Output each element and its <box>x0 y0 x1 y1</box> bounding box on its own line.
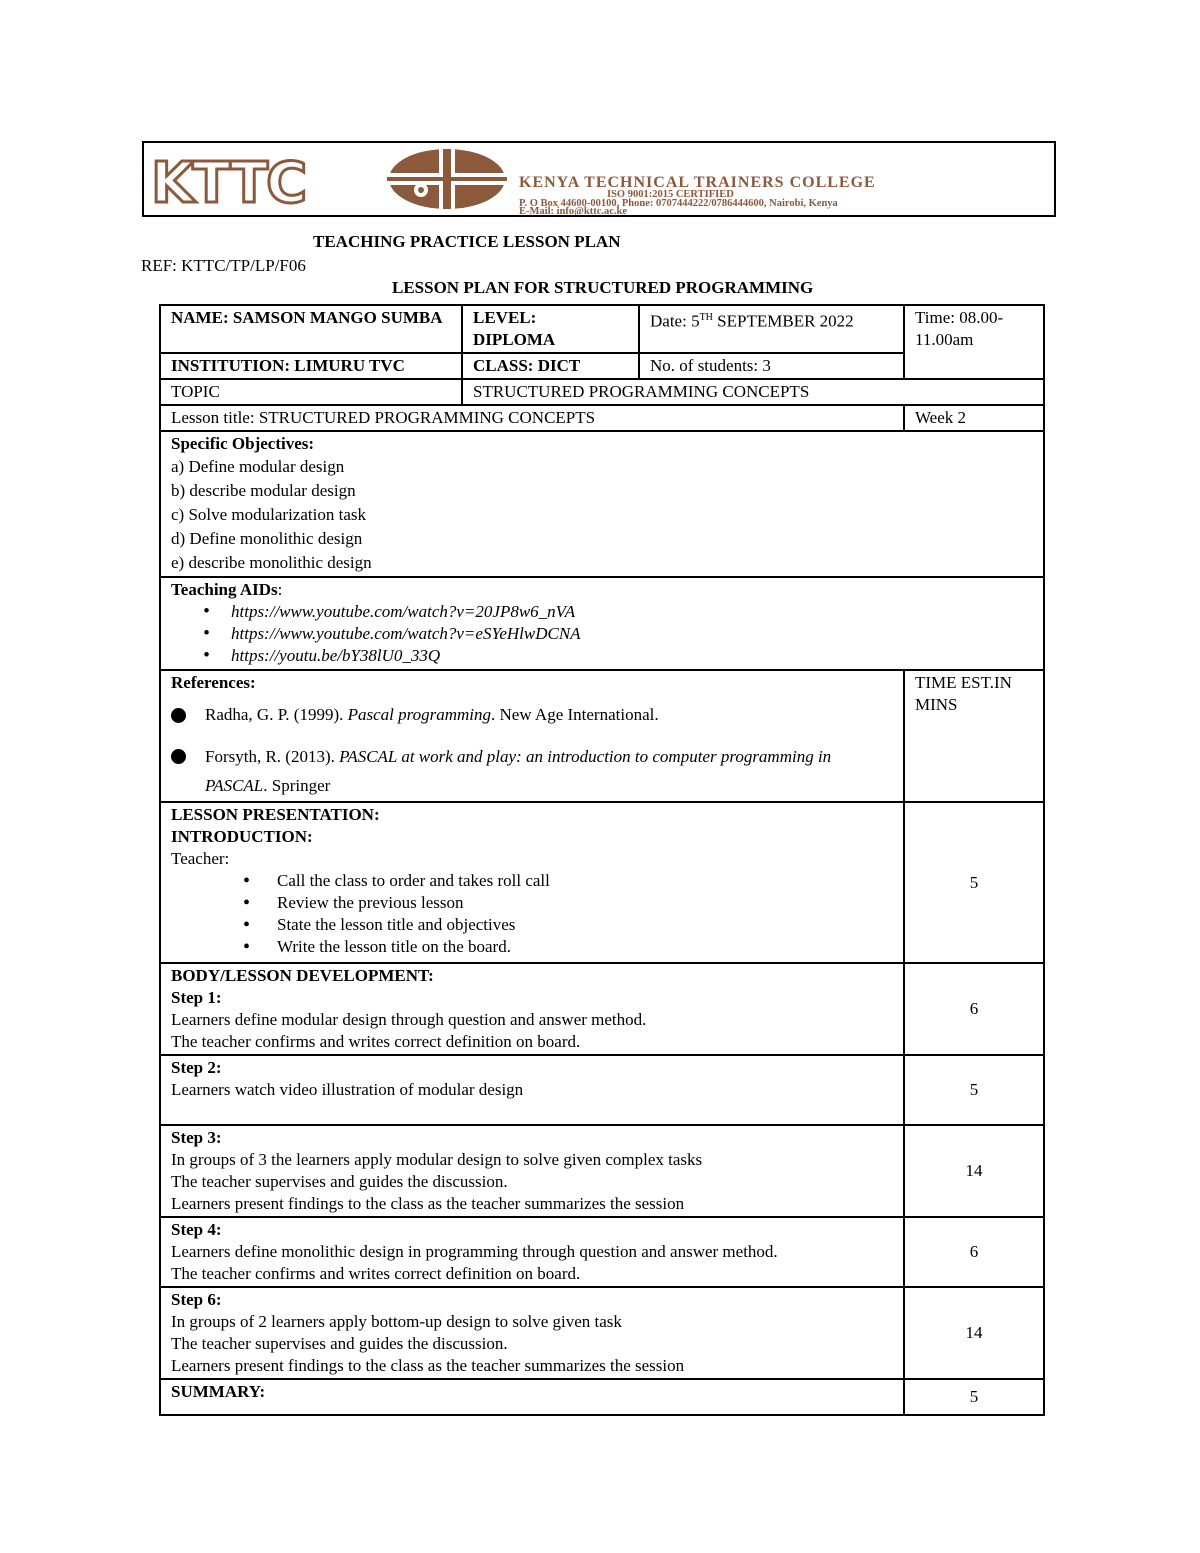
objective-item: a) Define modular design <box>171 457 345 476</box>
objectives-section <box>160 431 1044 577</box>
college-banner <box>142 141 1056 217</box>
college-emblem-icon <box>387 146 507 212</box>
number-of-students: No. of students: 3 <box>639 353 904 379</box>
lesson-plan-subtitle: LESSON PLAN FOR STRUCTURED PROGRAMMING <box>392 278 814 297</box>
video-link[interactable]: • https://youtu.be/bY38lU0_33Q <box>231 645 1033 667</box>
lesson-title: Lesson title: STRUCTURED PROGRAMMING CONCEPTS <box>160 405 904 431</box>
step-time: 14 <box>904 1287 1044 1379</box>
teacher-name: NAME: SAMSON MANGO SUMBA <box>160 305 462 353</box>
level-label: LEVEL: <box>473 308 537 327</box>
body-step-3 <box>160 1125 904 1217</box>
time-estimate-header: TIME EST.IN MINS <box>904 670 1044 802</box>
institution: INSTITUTION: LIMURU TVC <box>160 353 462 379</box>
step-line: Learners present findings to the class as the teacher summarizes the session <box>171 1356 685 1375</box>
step-label: Step 4: <box>171 1220 222 1239</box>
intro-item: • Call the class to order and takes roll call <box>277 870 893 892</box>
references-section <box>160 670 904 802</box>
step-line: The teacher supervises and guides the discussion. <box>171 1172 508 1191</box>
presentation-heading: LESSON PRESENTATION: <box>171 805 380 824</box>
lesson-time: Time: 08.00-11.00am <box>904 305 1044 379</box>
step-line: In groups of 3 the learners apply modular design to solve given complex tasks <box>171 1150 703 1169</box>
step-time: 14 <box>904 1125 1044 1217</box>
week: Week 2 <box>904 405 1044 431</box>
teaching-aids-section <box>160 577 1044 670</box>
step-label: Step 3: <box>171 1128 222 1147</box>
body-heading: BODY/LESSON DEVELOPMENT: <box>171 966 434 985</box>
level-cell <box>462 305 639 353</box>
topic-label: TOPIC <box>160 379 462 405</box>
intro-item: • Review the previous lesson <box>277 892 893 914</box>
bullet-icon <box>171 749 186 764</box>
date-suffix-sup: TH <box>699 312 713 323</box>
bullet-icon <box>171 708 186 723</box>
body-step-2 <box>160 1055 904 1125</box>
kttc-logo-text: KTTC <box>151 151 306 216</box>
step-time: 6 <box>904 963 1044 1055</box>
reference-title: Pascal programming <box>347 705 492 724</box>
step-line: In groups of 2 learners apply bottom-up design to solve given task <box>171 1312 622 1331</box>
step-line: Learners present findings to the class as the teacher summarizes the session <box>171 1194 685 1213</box>
step-time: 6 <box>904 1217 1044 1287</box>
step-label: Step 6: <box>171 1290 222 1309</box>
step-line: Learners define modular design through question and answer method. <box>171 1010 647 1029</box>
level-value: DIPLOMA <box>473 330 556 349</box>
reference-item <box>171 742 893 800</box>
objective-item: d) Define monolithic design <box>171 529 363 548</box>
date-prefix: Date: 5 <box>650 311 700 331</box>
step-label: Step 1: <box>171 988 222 1007</box>
topic-value: STRUCTURED PROGRAMMING CONCEPTS <box>462 379 1044 405</box>
step-label: Step 2: <box>171 1058 222 1077</box>
video-link[interactable]: • https://www.youtube.com/watch?v=eSYeHlwDCNA <box>231 623 1033 645</box>
objective-item: b) describe modular design <box>171 481 356 500</box>
step-line: The teacher confirms and writes correct definition on board. <box>171 1032 581 1051</box>
step-line: Learners watch video illustration of modular design <box>171 1080 524 1099</box>
teaching-aids-heading: Teaching AIDs <box>171 580 278 599</box>
step-time: 5 <box>904 1055 1044 1125</box>
summary-time: 5 <box>904 1379 1044 1415</box>
reference-title: PASCAL at work and play: an introduction to computer programming in PASCAL <box>205 747 832 795</box>
intro-item: • Write the lesson title on the board. <box>277 936 893 958</box>
reference-code: REF: KTTC/TP/LP/F06 <box>141 256 306 275</box>
teaching-aids-colon: : <box>277 580 283 599</box>
body-step-1 <box>160 963 904 1055</box>
intro-item: • State the lesson title and objectives <box>277 914 893 936</box>
reference-item <box>171 704 893 726</box>
reference-publisher: . Springer <box>263 776 331 795</box>
reference-publisher: . New Age International. <box>491 705 659 724</box>
objectives-heading: Specific Objectives: <box>171 434 315 453</box>
references-heading: References: <box>171 673 256 692</box>
body-step-6 <box>160 1287 904 1379</box>
introduction-heading: INTRODUCTION: <box>171 827 313 846</box>
lesson-date <box>639 305 904 353</box>
college-address: P. O Box 44600-00100, Phone: 0707444222/0786444600, Nairobi, Kenya <box>519 197 838 209</box>
step-line: Learners define monolithic design in programming through question and answer method. <box>171 1242 778 1261</box>
reference-author: Forsyth, R. (2013). <box>205 747 340 766</box>
summary-label: SUMMARY: <box>160 1379 904 1415</box>
objective-item: c) Solve modularization task <box>171 505 366 524</box>
video-link[interactable]: • https://www.youtube.com/watch?v=20JP8w6_nVA <box>231 601 1033 623</box>
lesson-presentation-section <box>160 802 904 963</box>
introduction-time: 5 <box>904 802 1044 963</box>
college-name: KENYA TECHNICAL TRAINERS COLLEGE <box>519 174 876 191</box>
date-month-year: SEPTEMBER 2022 <box>712 311 854 331</box>
objective-item: e) describe monolithic design <box>171 553 372 572</box>
body-step-4 <box>160 1217 904 1287</box>
page-title: TEACHING PRACTICE LESSON PLAN <box>313 232 621 251</box>
college-email: E-Mail: info@kttc.ac.ke <box>519 206 628 217</box>
step-line: The teacher supervises and guides the discussion. <box>171 1334 508 1353</box>
lesson-plan-table <box>159 304 1045 1416</box>
teacher-label: Teacher: <box>171 849 230 868</box>
step-line: The teacher confirms and writes correct definition on board. <box>171 1264 581 1283</box>
class-name: CLASS: DICT <box>462 353 639 379</box>
reference-author: Radha, G. P. (1999). <box>205 705 348 724</box>
iso-certification: ISO 9001:2015 CERTIFIED <box>607 189 734 200</box>
